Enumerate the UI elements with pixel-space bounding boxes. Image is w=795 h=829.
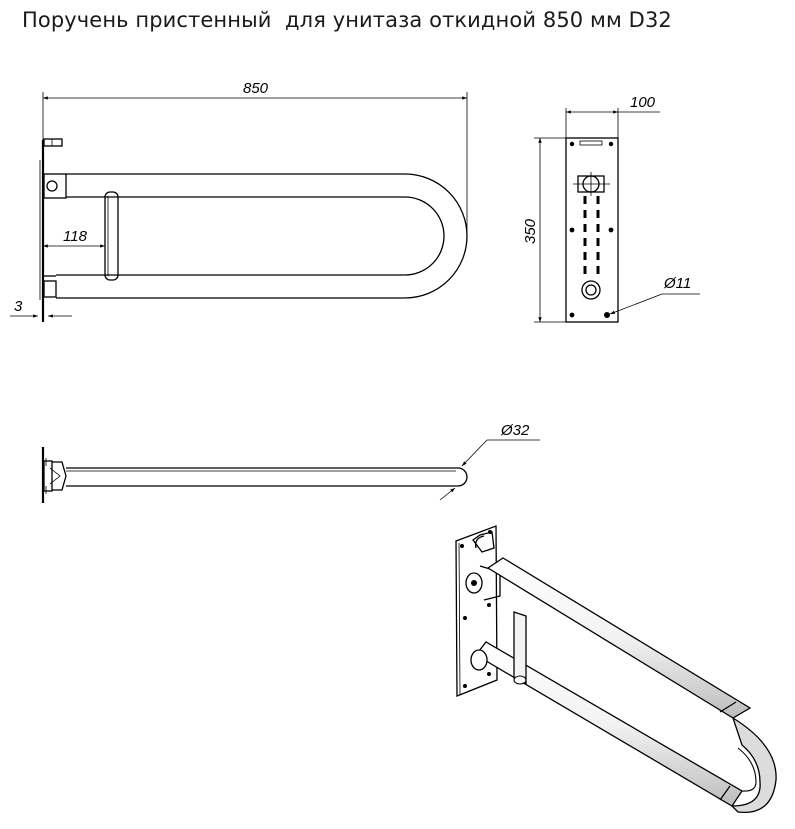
dim-tube-label: Ø32: [501, 422, 530, 439]
front-view: [40, 139, 467, 322]
dim-hole-label: Ø11: [664, 275, 692, 292]
dimension-width: [566, 94, 660, 138]
dim-3-label: 3: [14, 298, 23, 315]
dimension-height: [522, 138, 566, 322]
dimension-offset: [43, 228, 105, 246]
top-view: [43, 447, 467, 503]
isometric-view: [456, 526, 776, 812]
drawing-title: Поручень пристенный для унитаза откидной 850 мм D32: [22, 8, 672, 32]
dimension-tube: [440, 422, 540, 500]
dimension-hole: [610, 275, 700, 314]
dim-118-label: 118: [63, 228, 87, 245]
dimension-gap: [10, 298, 72, 322]
dim-100-label: 100: [630, 94, 656, 111]
dim-850-label: 850: [243, 80, 269, 97]
dim-350-label: 350: [522, 218, 539, 244]
side-plate-view: [566, 138, 618, 322]
dimension-length: [43, 80, 467, 236]
